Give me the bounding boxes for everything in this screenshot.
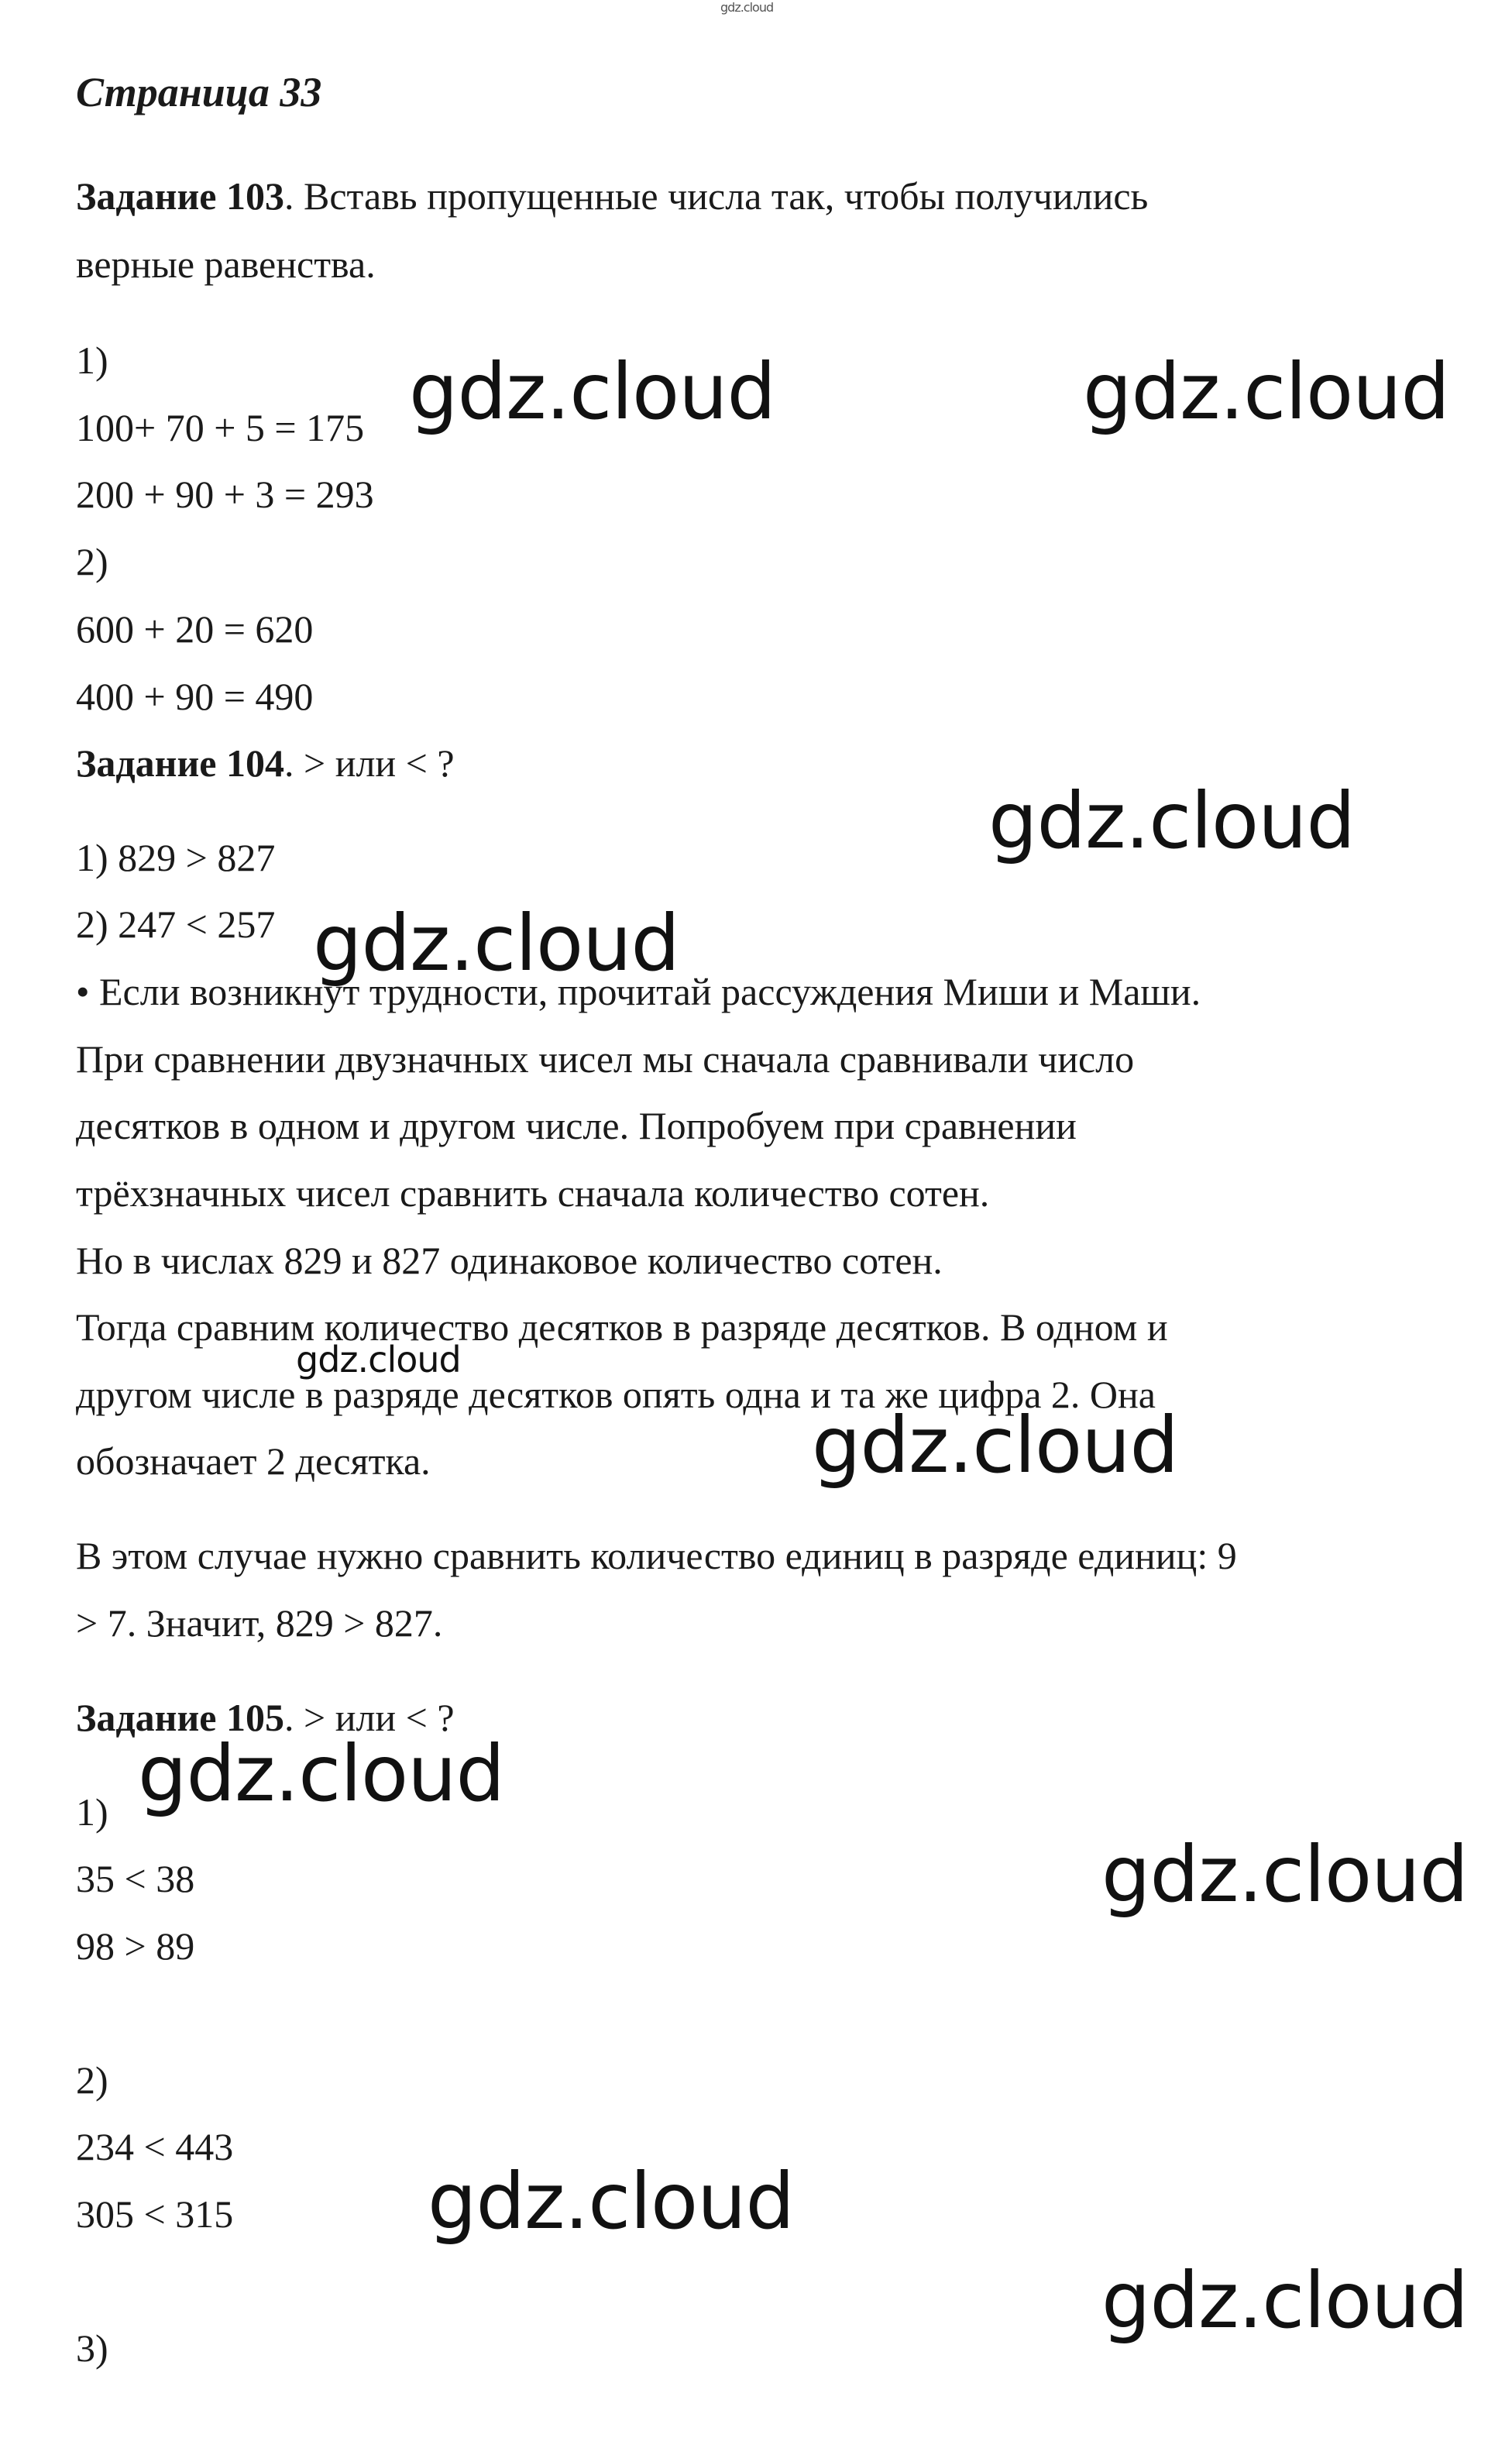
task-103-text-line2: верные равенства. xyxy=(76,242,376,286)
task-104-text: . > или < ? xyxy=(284,741,455,785)
task-105-label: Задание 105 xyxy=(76,1696,284,1739)
task-105-item: 1) xyxy=(76,1790,108,1834)
task-103-item: 2) xyxy=(76,540,108,583)
task-104-heading xyxy=(76,741,455,785)
task-104-item: 2) 247 < 257 xyxy=(76,903,276,946)
task-103-text: . Вставь пропущенные числа так, чтобы получились xyxy=(284,174,1149,218)
explanation-line: • Если возникнут трудности, прочитай рассуждения Миши и Маши. xyxy=(76,970,1201,1013)
task-103-item: 100+ 70 + 5 = 175 xyxy=(76,406,365,449)
task-105-item: 234 < 443 xyxy=(76,2125,234,2168)
watermark: gdz.cloud xyxy=(1083,346,1450,437)
watermark: gdz.cloud xyxy=(138,1728,505,1819)
task-103-label: Задание 103 xyxy=(76,174,284,218)
explanation-line: десятков в одном и другом числе. Попробуем при сравнении xyxy=(76,1104,1077,1147)
explanation-line: обозначает 2 десятка. xyxy=(76,1439,431,1483)
watermark: gdz.cloud xyxy=(313,898,680,988)
page-title: Страница 33 xyxy=(76,69,322,115)
task-105-item: 3) xyxy=(76,2326,108,2370)
watermark: gdz.cloud xyxy=(720,0,774,15)
explanation-line: Но в числах 829 и 827 одинаковое количество сотен. xyxy=(76,1239,943,1282)
explanation-line: трёхзначных чисел сравнить сначала количество сотен. xyxy=(76,1171,990,1215)
task-103-item: 200 + 90 + 3 = 293 xyxy=(76,473,374,516)
task-105-text: . > или < ? xyxy=(284,1696,455,1739)
task-103-item: 400 + 90 = 490 xyxy=(76,675,314,718)
task-104-label: Задание 104 xyxy=(76,741,284,785)
task-105-item: 2) xyxy=(76,2058,108,2102)
task-105-item: 305 < 315 xyxy=(76,2192,234,2236)
task-103-heading xyxy=(76,174,1149,218)
watermark: gdz.cloud xyxy=(1101,1829,1469,1920)
watermark: gdz.cloud xyxy=(428,2156,795,2247)
task-105-item: 98 > 89 xyxy=(76,1924,195,1968)
task-105-item: 35 < 38 xyxy=(76,1857,195,1900)
explanation-line: В этом случае нужно сравнить количество единиц в разряде единиц: 9 xyxy=(76,1534,1237,1577)
task-104-item: 1) 829 > 827 xyxy=(76,836,276,879)
watermark: gdz.cloud xyxy=(1101,2255,1469,2346)
explanation-line: Тогда сравним количество десятков в разряде десятков. В одном и xyxy=(76,1305,1168,1349)
watermark: gdz.cloud xyxy=(812,1400,1179,1490)
task-103-item: 1) xyxy=(76,339,108,382)
explanation-line: При сравнении двузначных чисел мы сначала сравнивали число xyxy=(76,1037,1135,1081)
explanation-line: другом числе в разряде десятков опять одна и та же цифра 2. Она xyxy=(76,1373,1156,1416)
watermark: gdz.cloud xyxy=(296,1339,461,1380)
explanation-line: > 7. Значит, 829 > 827. xyxy=(76,1601,443,1645)
watermark: gdz.cloud xyxy=(988,775,1356,866)
watermark: gdz.cloud xyxy=(409,346,776,437)
task-103-item: 600 + 20 = 620 xyxy=(76,607,314,651)
